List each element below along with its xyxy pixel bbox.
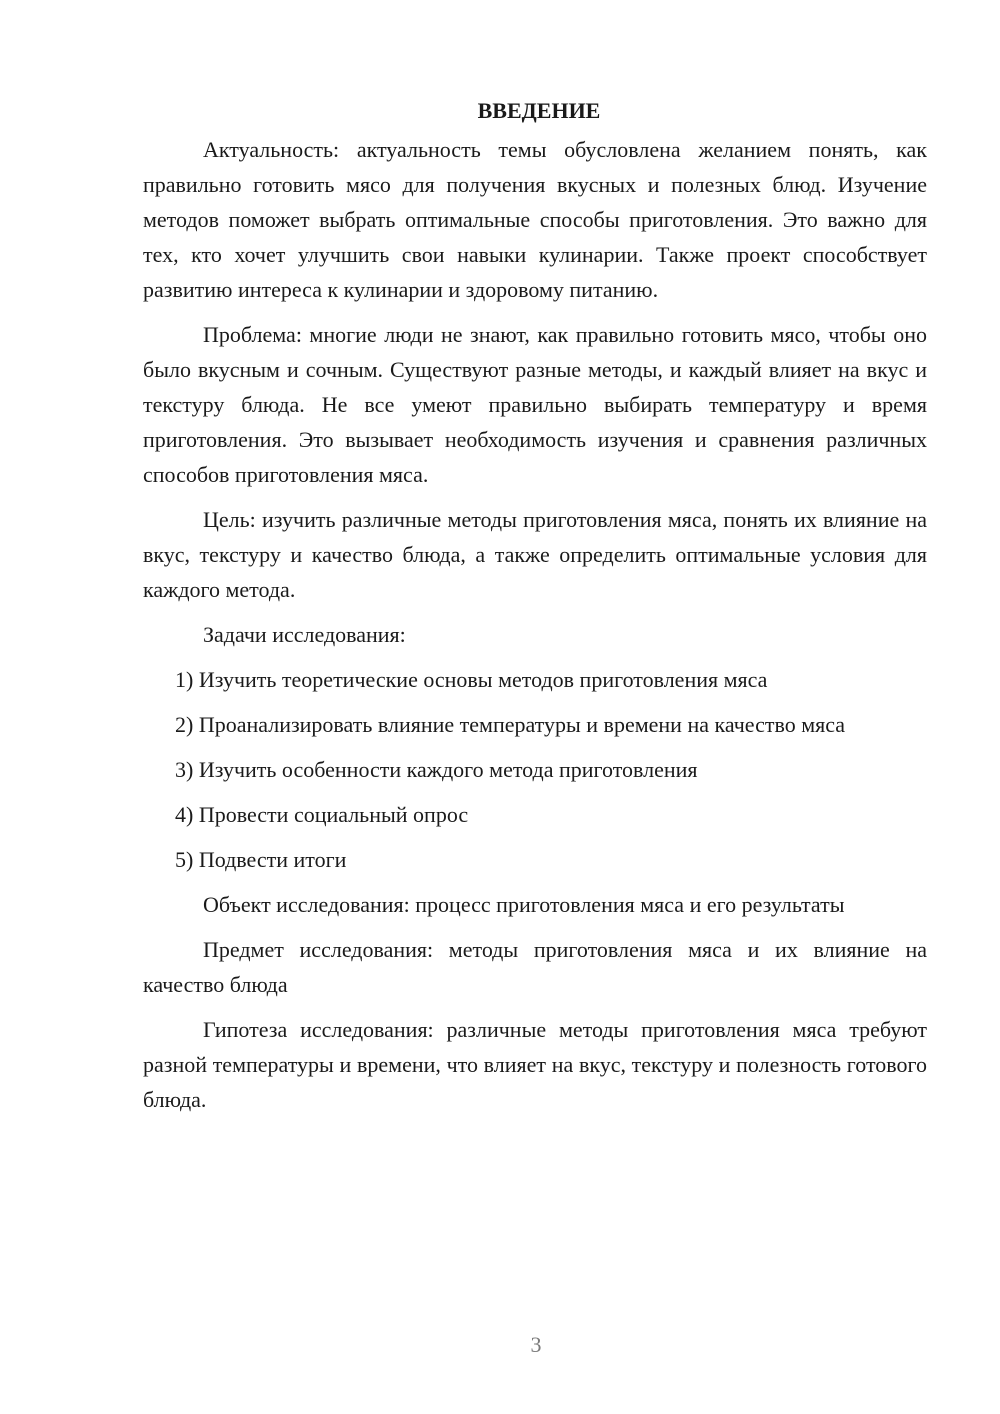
paragraph-problem: Проблема: многие люди не знают, как правильно готовить мясо, чтобы оно было вкусным и сочным. Существуют разные методы, и каждый влияет на вкус и текстуру блюда. Не все умеют правильно выбирать температуру и время приготовления. Это вызывает необходимость изучения и сравнения различных способов приготовления мяса. [143, 322, 927, 487]
task-item-1: 1) Изучить теоретические основы методов приготовления мяса [175, 667, 768, 692]
task-item-3: 3) Изучить особенности каждого метода приготовления [175, 757, 698, 782]
paragraph-hypothesis: Гипотеза исследования: различные методы приготовления мяса требуют разной температуры и времени, что влияет на вкус, текстуру и полезность готового блюда. [143, 1017, 927, 1112]
paragraph-relevance: Актуальность: актуальность темы обусловлена желанием понять, как правильно готовить мясо для получения вкусных и полезных блюд. Изучение методов поможет выбрать оптимальные способы приготовления. Это важно для тех, кто хочет улучшить свои навыки кулинарии. Также проект способствует развитию интереса к кулинарии и здоровому питанию. [143, 137, 927, 302]
paragraph-object: Объект исследования: процесс приготовления мяса и его результаты [203, 892, 845, 917]
page-number: 3 [530, 1332, 542, 1357]
paragraph-subject: Предмет исследования: методы приготовления мяса и их влияние на качество блюда [143, 937, 927, 997]
task-item-4: 4) Провести социальный опрос [175, 802, 469, 827]
paragraph-goal: Цель: изучить различные методы приготовления мяса, понять их влияние на вкус, текстуру и качество блюда, а также определить оптимальные условия для каждого метода. [143, 507, 927, 602]
task-item-2: 2) Проанализировать влияние температуры и времени на качество мяса [175, 712, 846, 737]
tasks-heading: Задачи исследования: [203, 622, 406, 647]
task-item-5: 5) Подвести итоги [175, 847, 347, 872]
section-title: ВВЕДЕНИЕ [477, 98, 601, 123]
document-body [143, 93, 927, 1127]
